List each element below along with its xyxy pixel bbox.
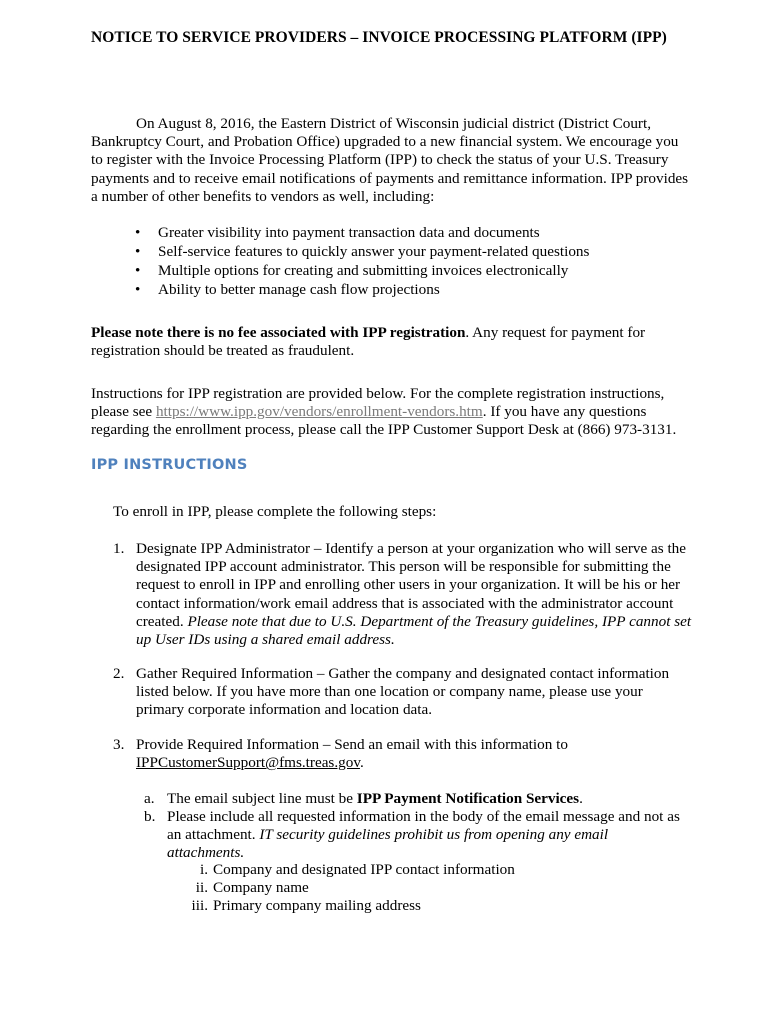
step-item: 3. Provide Required Information – Send an email with this information to IPPCustomerSupport@fms.treas.gov. [113, 736, 568, 772]
instructions-paragraph: Instructions for IPP registration are provided below. For the complete registration instructions, please see https://www.ipp.gov/vendors/enrollment-vendors.htm. If you have any questions regarding the enrollment process, please call the IPP Customer Support Desk at (866) 973-3131. [91, 385, 677, 439]
list-item: i. Company and designated IPP contact information [199, 861, 515, 878]
support-email-link[interactable]: IPPCustomerSupport@fms.treas.gov [136, 754, 360, 772]
sub-item-label: b. [144, 808, 156, 825]
sub-item: b. Please include all requested information in the body of the email message and not as an attachment. IT security guidelines prohibit us from opening any email attachments. [144, 808, 680, 862]
step-number: 2. [113, 665, 125, 682]
list-item: iii. Primary company mailing address [191, 897, 421, 914]
step-number: 1. [113, 540, 125, 557]
section-heading: IPP INSTRUCTIONS [91, 457, 248, 473]
list-item: • Greater visibility into payment transaction data and documents [135, 223, 589, 242]
subject-line: IPP Payment Notification Services [356, 790, 580, 807]
fee-note-paragraph [91, 324, 691, 360]
sub-item-label: a. [144, 790, 155, 807]
step-item: 1. Designate IPP Administrator – Identify a person at your organization who will serve as the designated IPP account administrator. This person will be responsible for submitting the request to enroll in IPP and enrolling other users in your organization. It will be his or her contact information/work email address that is associated with the administrator account created. Please note that due to U.S. Department of the Treasury guidelines, IPP cannot set up User IDs using a shared email address. [113, 540, 692, 649]
list-item: • Self-service features to quickly answer your payment-related questions [135, 242, 589, 261]
step-item: 2. Gather Required Information – Gather the company and designated contact information listed below. If you have more than one location or company name, please use your primary corporate information and location data. [113, 665, 670, 719]
enrollment-link[interactable]: https://www.ipp.gov/vendors/enrollment-vendors.htm [155, 403, 483, 421]
sub-item: a. The email subject line must be IPP Payment Notification Services. [144, 790, 583, 807]
benefits-list [135, 223, 589, 299]
step-number: 3. [113, 736, 125, 753]
intro-paragraph: On August 8, 2016, the Eastern District of Wisconsin judicial district (District Court, Bankruptcy Court, and Probation Office) upgraded to a new financial system. We encourage you to register with the Invoice Processing Platform (IPP) to check the status of your U.S. Treasury payments and to receive email notifications of payments and remittance information. IPP provides a number of other benefits to vendors as well, including: [91, 115, 689, 205]
step-note: Please note that due to U.S. Department of the Treasury guidelines, IPP cannot set up User IDs using a shared email address. [136, 612, 692, 649]
list-item: • Multiple options for creating and submitting invoices electronically [135, 261, 589, 280]
page-title: NOTICE TO SERVICE PROVIDERS – INVOICE PROCESSING PLATFORM (IPP) [91, 29, 667, 46]
list-item: • Ability to better manage cash flow projections [135, 280, 589, 299]
security-note: IT security guidelines prohibit us from opening any email attachments. [167, 826, 609, 862]
list-item: ii. Company name [195, 879, 309, 896]
steps-intro: To enroll in IPP, please complete the following steps: [113, 503, 437, 520]
fee-note-rest: . Any request for payment for registration should be treated as fraudulent. [91, 324, 646, 360]
fee-note-bold: Please note there is no fee associated with IPP registration [91, 324, 466, 341]
